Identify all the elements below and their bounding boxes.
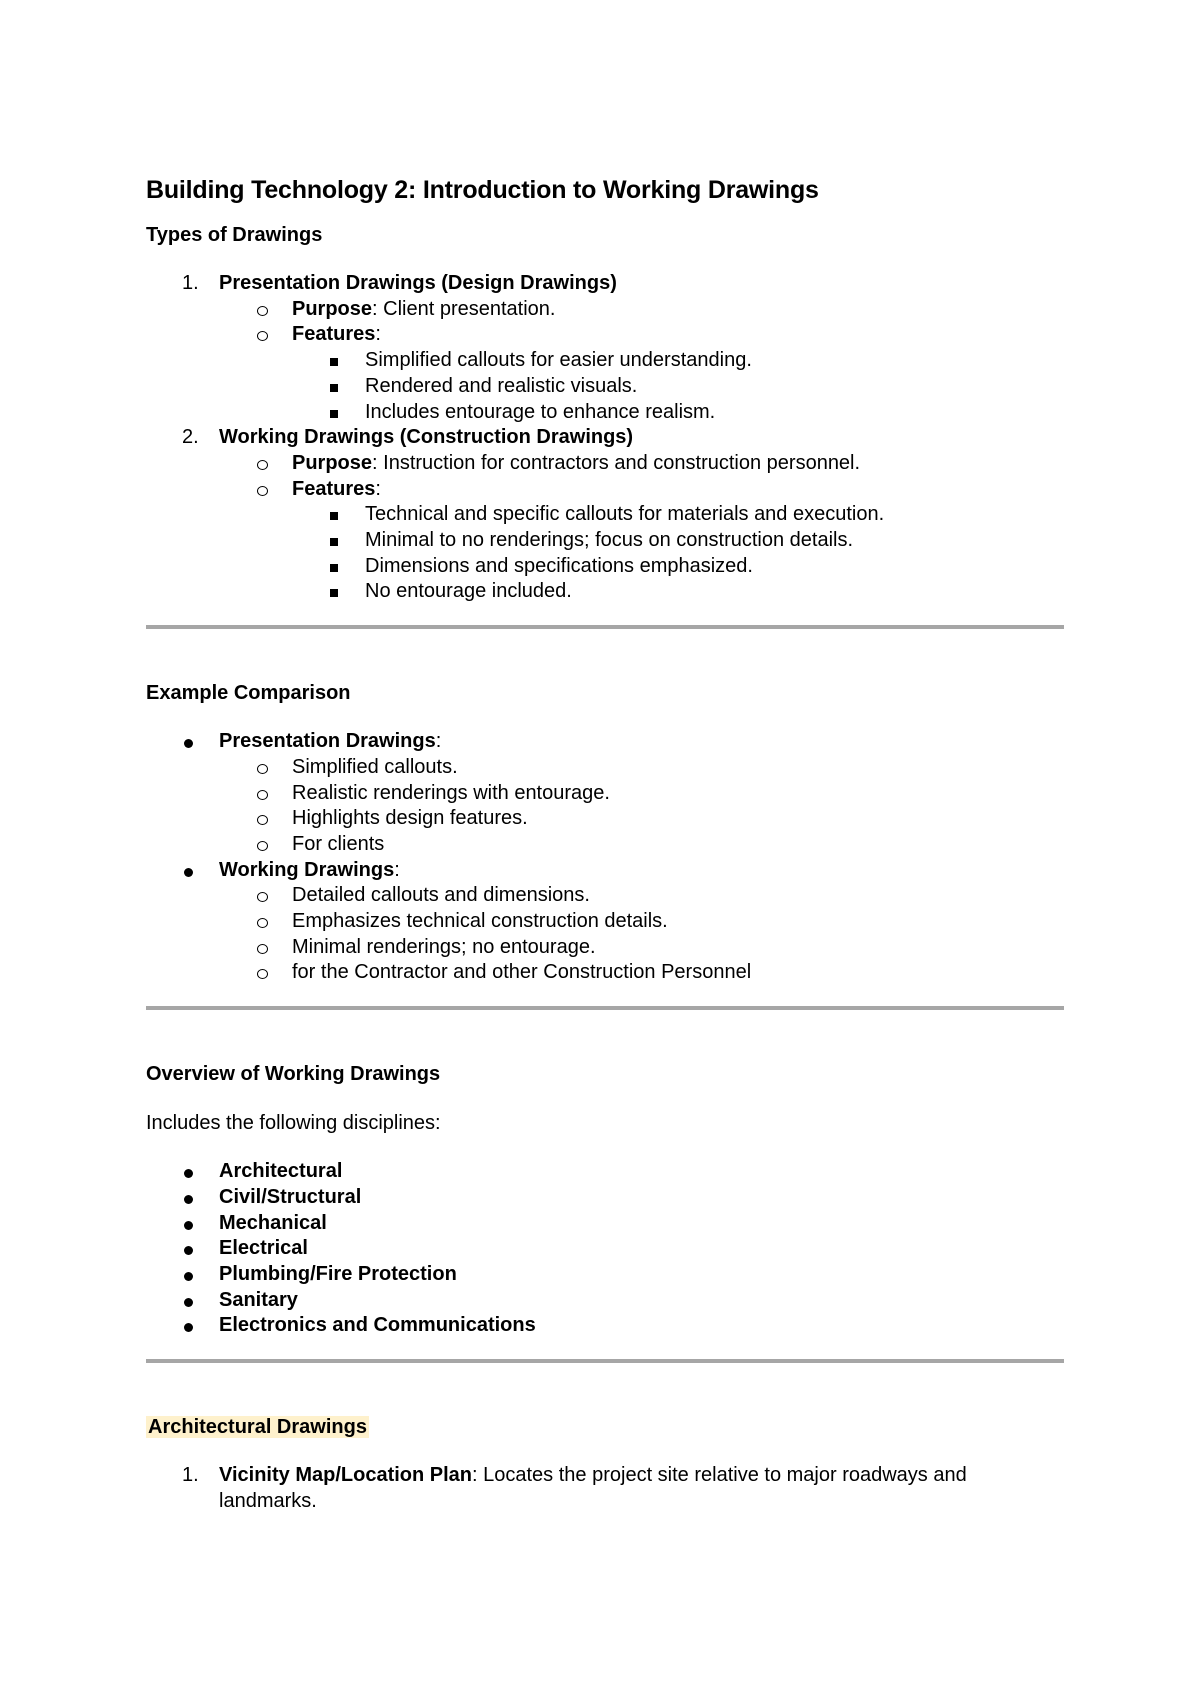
square-bullet-icon	[330, 589, 338, 597]
comparison-point: for the Contractor and other Construction Personnel	[292, 961, 752, 984]
circle-bullet-icon	[257, 460, 268, 470]
list-item	[146, 528, 1064, 554]
list-item	[146, 729, 1064, 755]
list-item	[146, 579, 1064, 605]
disc-bullet-icon	[184, 1195, 193, 1204]
list-item	[146, 425, 1064, 451]
purpose-label: Purpose	[292, 451, 373, 474]
square-bullet-icon	[330, 410, 338, 418]
square-bullet-icon	[330, 358, 338, 366]
list-item	[146, 781, 1064, 807]
list-item	[146, 374, 1064, 400]
list-item	[146, 806, 1064, 832]
discipline-label: Plumbing/Fire Protection	[219, 1262, 457, 1285]
circle-bullet-icon	[257, 306, 268, 316]
circle-bullet-icon	[257, 969, 268, 979]
square-bullet-icon	[330, 564, 338, 572]
list-item	[146, 883, 1064, 909]
list-item	[146, 909, 1064, 935]
horizontal-rule	[146, 1006, 1064, 1010]
disc-bullet-icon	[184, 868, 193, 877]
disc-bullet-icon	[184, 1169, 193, 1178]
section-heading: Overview of Working Drawings	[146, 1063, 441, 1086]
comparison-label: Presentation Drawings	[219, 730, 436, 753]
circle-bullet-icon	[257, 841, 268, 851]
discipline-label: Sanitary	[219, 1288, 298, 1311]
list-item	[146, 1288, 1064, 1314]
disc-bullet-icon	[184, 1272, 193, 1281]
circle-bullet-icon	[257, 486, 268, 496]
comparison-point: For clients	[292, 832, 385, 855]
disciplines-list	[146, 1159, 1064, 1339]
list-number: 1.	[182, 1464, 199, 1487]
highlighted-heading: Architectural Drawings	[148, 1416, 367, 1439]
purpose-text: : Instruction for contractors and construction personnel.	[372, 451, 861, 474]
list-item	[146, 755, 1064, 781]
list-item-text: : Locates the project site relative to major roadways and landmarks.	[219, 1464, 967, 1512]
comparison-list	[146, 729, 1064, 986]
section-example-comparison	[146, 680, 1064, 986]
list-number: 1.	[182, 272, 199, 294]
list-number: 2.	[182, 426, 199, 449]
list-item-label: Working Drawings (Construction Drawings)	[219, 426, 634, 449]
circle-bullet-icon	[257, 815, 268, 825]
types-list	[146, 271, 1064, 605]
list-item	[146, 400, 1064, 426]
features-label: Features	[292, 477, 376, 500]
list-item-label: Vicinity Map/Location Plan	[219, 1464, 473, 1487]
horizontal-rule	[146, 625, 1064, 629]
architectural-list	[146, 1463, 1064, 1514]
comparison-point: Simplified callouts.	[292, 755, 458, 778]
list-item	[146, 271, 1064, 297]
list-item	[146, 1185, 1064, 1211]
circle-bullet-icon	[257, 790, 268, 800]
features-colon: :	[375, 477, 381, 500]
features-label: Features	[292, 323, 376, 346]
overview-intro: Includes the following disciplines:	[146, 1112, 441, 1135]
feature-text: Rendered and realistic visuals.	[365, 374, 638, 397]
circle-bullet-icon	[257, 944, 268, 954]
list-item	[146, 832, 1064, 858]
section-types-of-drawings	[146, 222, 1064, 605]
horizontal-rule	[146, 1359, 1064, 1363]
square-bullet-icon	[330, 384, 338, 392]
feature-text: Simplified callouts for easier understanding.	[365, 349, 752, 372]
comparison-point: Highlights design features.	[292, 807, 528, 830]
document-title: Building Technology 2: Introduction to Working Drawings	[146, 176, 819, 204]
list-item	[146, 1236, 1064, 1262]
comparison-label: Working Drawings	[219, 858, 395, 881]
comparison-colon: :	[394, 858, 400, 881]
section-heading: Types of Drawings	[146, 224, 323, 246]
circle-bullet-icon	[257, 764, 268, 774]
disc-bullet-icon	[184, 1221, 193, 1230]
feature-text: No entourage included.	[365, 580, 572, 603]
list-item	[146, 502, 1064, 528]
list-item	[146, 322, 1064, 348]
comparison-colon: :	[435, 730, 442, 753]
list-item	[146, 858, 1064, 884]
features-colon: :	[375, 323, 381, 346]
purpose-label: Purpose	[292, 297, 373, 320]
purpose-text: : Client presentation.	[372, 297, 556, 320]
list-item	[146, 960, 1064, 986]
list-item-label: Presentation Drawings (Design Drawings)	[219, 272, 617, 294]
disc-bullet-icon	[184, 1298, 193, 1307]
list-item	[146, 348, 1064, 374]
list-item	[146, 451, 1064, 477]
square-bullet-icon	[330, 512, 338, 520]
section-heading	[146, 1414, 1064, 1440]
feature-text: Minimal to no renderings; focus on construction details.	[365, 529, 854, 552]
comparison-point: Emphasizes technical construction details.	[292, 910, 668, 933]
section-overview	[146, 1061, 1064, 1339]
feature-text: Technical and specific callouts for materials and execution.	[365, 503, 885, 526]
list-item	[146, 1313, 1064, 1339]
comparison-point: Detailed callouts and dimensions.	[292, 884, 590, 907]
discipline-label: Electrical	[219, 1237, 308, 1260]
list-item	[146, 477, 1064, 503]
disc-bullet-icon	[184, 739, 193, 748]
circle-bullet-icon	[257, 331, 268, 341]
square-bullet-icon	[330, 538, 338, 546]
discipline-label: Electronics and Communications	[219, 1314, 536, 1337]
feature-text: Includes entourage to enhance realism.	[365, 400, 716, 423]
feature-text: Dimensions and specifications emphasized.	[365, 554, 753, 577]
disc-bullet-icon	[184, 1323, 193, 1332]
list-item	[146, 1463, 1064, 1514]
list-item	[146, 1262, 1064, 1288]
list-item	[146, 1159, 1064, 1185]
comparison-point: Realistic renderings with entourage.	[292, 781, 610, 804]
discipline-label: Civil/Structural	[219, 1185, 362, 1208]
disc-bullet-icon	[184, 1246, 193, 1255]
list-item	[146, 1211, 1064, 1237]
list-item	[146, 554, 1064, 580]
section-heading: Example Comparison	[146, 682, 351, 705]
comparison-point: Minimal renderings; no entourage.	[292, 935, 596, 958]
section-architectural-drawings	[146, 1414, 1064, 1514]
discipline-label: Architectural	[219, 1160, 343, 1183]
discipline-label: Mechanical	[219, 1211, 327, 1234]
circle-bullet-icon	[257, 892, 268, 902]
circle-bullet-icon	[257, 918, 268, 928]
list-item	[146, 297, 1064, 323]
document-page	[146, 170, 1064, 1515]
list-item	[146, 935, 1064, 961]
